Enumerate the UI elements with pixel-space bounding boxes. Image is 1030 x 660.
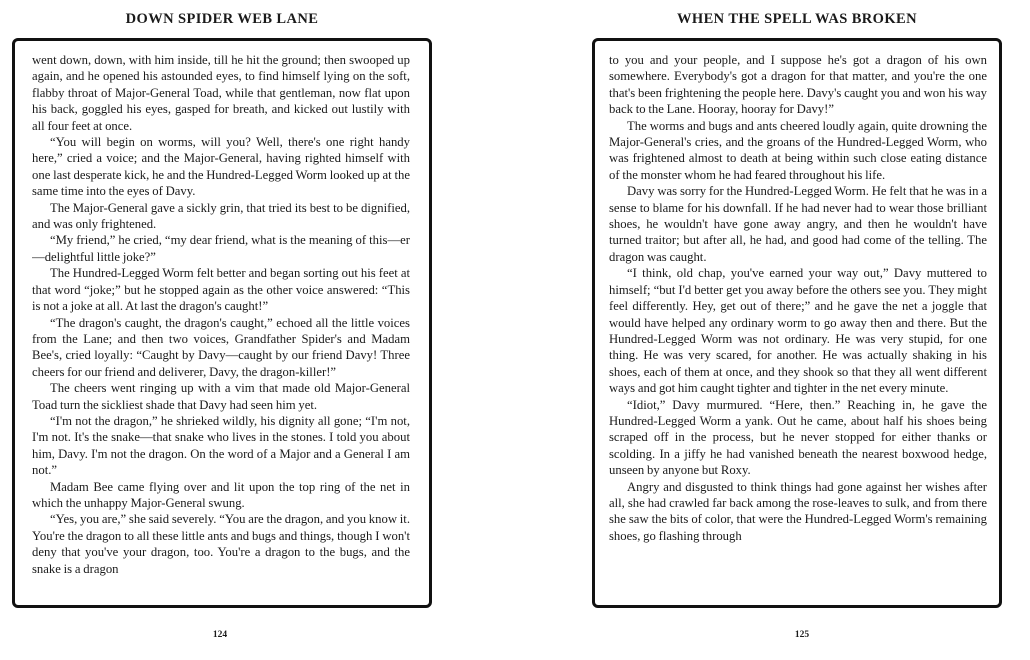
paragraph: Davy was sorry for the Hundred-Legged Worm. He felt that he was in a sense to blame for his downfall. If he had never had to wear those brilliant shoes, he wouldn't have gone away angry, and then he wouldn't have turned traitor; but after all, he had, and good had come of the telling. The dragon was caught. xyxy=(609,184,987,264)
paragraph: “I think, old chap, you've earned your way out,” Davy muttered to himself; “but I'd better get you away before the others see you. They might feel differently. Hey, get out of there;” and he gave the net a joggle that would have helped any ordinary worm to go away then and there. But the Hundred-Legged Worm was not ordinary. He was very stupid, for one thing. He was very scared, for another. He was actually shaking in his shoes, each of them at once, and they shook so that they all went different ways and got him caught tighter and tighter in the net every minute. xyxy=(609,266,987,396)
paragraph: The worms and bugs and ants cheered loudly again, quite drowning the Major-General's cries, and the groans of the Hundred-Legged Worm, who was frightened almost to death at being within such close eating distance of the monster whom he had feared throughout his life. xyxy=(609,118,987,182)
paragraph: “I'm not the dragon,” he shrieked wildly, his dignity all gone; “I'm not, I'm not. It's the snake—that snake who lives in the stones. I told you about him, Davy. I'm not the dragon. On the word of a Major and a General I am not.” xyxy=(32,413,410,478)
paragraph: “Yes, you are,” she said severely. “You are the dragon, and you know it. You're the dragon to all these little ants and bugs and things, though I won't deny that you've your dragon, too. You're a dragon to the bugs, and the snake is a dragon xyxy=(32,512,410,576)
left-page-header: DOWN SPIDER WEB LANE xyxy=(125,11,319,27)
right-page-body xyxy=(609,52,987,600)
left-page-body xyxy=(32,52,410,600)
paragraph: “You will begin on worms, will you? Well, there's one right handy here,” cried a voice; and the Major-General, having righted himself with one last desperate kick, he and the Hundred-Legged Worm looked up at the same time into the eyes of Davy. xyxy=(32,135,410,199)
paragraph: “My friend,” he cried, “my dear friend, what is the meaning of this—er—delightful little joke?” xyxy=(32,233,410,264)
right-page-header: WHEN THE SPELL WAS BROKEN xyxy=(677,11,917,27)
paragraph: “The dragon's caught, the dragon's caught,” echoed all the little voices from the Lane; and then two voices, Grandfather Spider's and Madam Bee's, cried loyally: “Caught by Davy—caught by our friend Davy! Three cheers for our friend and deliverer, Davy, the dragon-killer!” xyxy=(32,315,410,379)
paragraph: to you and your people, and I suppose he's got a dragon of his own somewhere. Everybody's got a dragon for that matter, and you're the one that's been frightening the people here. Davy's caught you and won his way back to the Lane. Hooray, hooray for Davy!” xyxy=(609,53,987,117)
right-page-number: 125 xyxy=(794,630,810,640)
paragraph: The Major-General gave a sickly grin, that tried its best to be dignified, and was only frightened. xyxy=(32,200,410,232)
paragraph: “Idiot,” Davy murmured. “Here, then.” Reaching in, he gave the Hundred-Legged Worm a yank. Out he came, about half his shoes being scraped off in the process, but he never stopped for either thanks or scolding. In a jiffy he had vanished beneath the nearest boxwood hedge, unseen by anyone but Roxy. xyxy=(609,397,987,478)
paragraph: Madam Bee came flying over and lit upon the top ring of the net in which the unhappy Major-General swung. xyxy=(32,479,410,510)
paragraph: Angry and disgusted to think things had gone against her wishes after all, she had crawled far back among the rose-leaves to sulk, and from there she saw the bits of color, that were the Hundred-Legged Worm's remaining shoes, go flashing through xyxy=(609,479,987,543)
paragraph: went down, down, with him inside, till he hit the ground; then swooped up again, and he opened his astounded eyes, to find himself lying on the soft, flabby throat of Major-General Toad, while that gentleman, now flat upon his back, goggled his eyes, gasped for breath, and kicked out lustily with all four feet at once. xyxy=(32,53,410,133)
paragraph: The cheers went ringing up with a vim that made old Major-General Toad turn the sickliest shade that Davy had seen him yet. xyxy=(32,381,410,412)
paragraph: The Hundred-Legged Worm felt better and began sorting out his feet at that word “joke;” but he stopped again as the other voice answered: “This is not a joke at all. At last the dragon's caught!” xyxy=(32,266,410,314)
left-page-number: 124 xyxy=(212,630,228,640)
